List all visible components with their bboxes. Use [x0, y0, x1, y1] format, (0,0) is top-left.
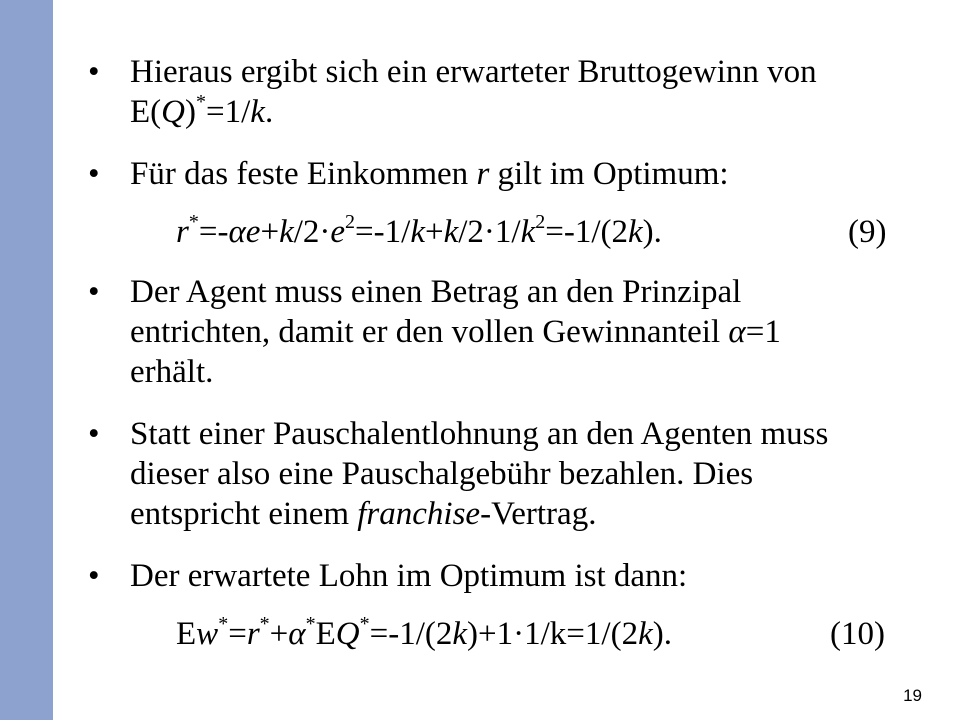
bullet-1-marker: • — [88, 54, 100, 90]
bullet-4-line-1: Statt einer Pauschalentlohnung an den Agenten muss — [130, 416, 829, 452]
bullet-2-text: Für das feste Einkommen r gilt im Optimum: — [130, 156, 729, 192]
bullet-3-marker: • — [88, 274, 100, 310]
bullet-5-text: Der erwartete Lohn im Optimum ist dann: — [130, 558, 688, 594]
bullet-4-line-2: dieser also eine Pauschalgebühr bezahlen. Dies — [130, 456, 754, 492]
page-number: 19 — [903, 686, 922, 705]
bullet-4-marker: • — [88, 416, 100, 452]
bullet-1-line-2: E(Q)*=1/k. — [130, 91, 274, 130]
bullet-1-line-1: Hieraus ergibt sich ein erwarteter Bruttogewinn von — [130, 54, 817, 90]
equation-10: Ew*=r*+α*EQ*=-1/(2k)+1·1/k=1/(2k). — [176, 613, 672, 652]
equation-9-number: (9) — [848, 214, 887, 250]
sidebar-bar — [0, 0, 53, 720]
bullet-3-line-2: entrichten, damit er den vollen Gewinnanteil α=1 — [130, 314, 781, 350]
bullet-5-marker: • — [88, 558, 100, 594]
equation-9: $r^*=-\alpha e+k/2\cdot e^2=-1/k+k/2\cdot 1/k^2=-1/(2k)$. — [176, 211, 662, 250]
bullet-3-line-1: Der Agent muss einen Betrag an den Prinzipal — [130, 274, 742, 310]
bullet-2-marker: • — [88, 156, 100, 192]
bullet-3-line-3: erhält. — [130, 354, 214, 390]
bullet-4-line-3: entspricht einem franchise-Vertrag. — [130, 496, 597, 532]
equation-10-number: (10) — [830, 616, 885, 652]
